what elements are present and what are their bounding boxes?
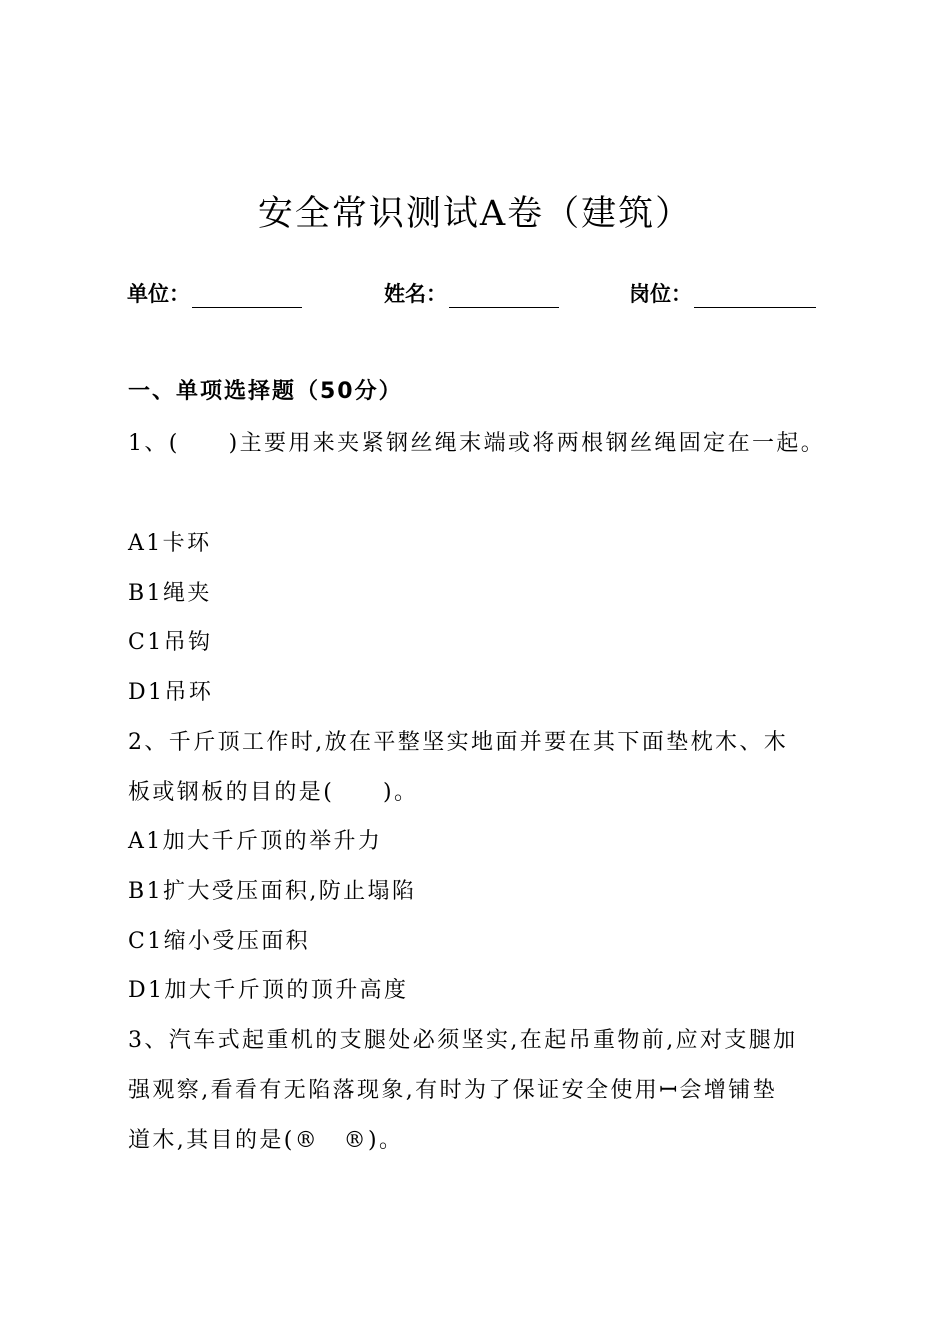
name-field (384, 278, 559, 308)
question-1-option-d: D1吊环 (128, 680, 214, 705)
name-label: 姓名： (384, 282, 447, 306)
question-3-stem-line-1: 3、汽车式起重机的支腿处必须坚实,在起吊重物前,应对支腿加 (128, 1028, 798, 1053)
question-1-stem: 1、( )主要用来夹紧钢丝绳末端或将两根钢丝绳固定在一起。 (128, 431, 826, 456)
exam-title: 安全常识测试A卷（建筑） (257, 194, 693, 234)
question-2-option-d: D1加大千斤顶的顶升高度 (128, 978, 409, 1003)
name-blank[interactable] (449, 283, 559, 308)
question-3-stem-line-3: 道木,其目的是(® ®)。 (128, 1128, 404, 1153)
question-3-stem-line-2: 强观察,看看有无陷落现象,有时为了保证安全使用ꟷ会增铺垫 (128, 1078, 778, 1103)
unit-blank[interactable] (192, 283, 302, 308)
unit-label: 单位： (127, 282, 190, 306)
section-heading: 一、单项选择题（50分） (128, 379, 403, 404)
question-1-option-b: B1绳夹 (128, 581, 212, 606)
examinee-info-row (127, 278, 827, 314)
position-label: 岗位： (629, 282, 692, 306)
question-2-option-c: C1缩小受压面积 (128, 929, 311, 954)
question-2-option-b: B1扩大受压面积,防止塌陷 (128, 879, 417, 904)
question-1-option-a: A1卡环 (128, 531, 212, 556)
position-field (629, 278, 816, 308)
question-2-stem-line-2: 板或钢板的目的是( )。 (128, 780, 419, 805)
position-blank[interactable] (694, 283, 816, 308)
question-2-option-a: A1加大千斤顶的举升力 (128, 829, 383, 854)
question-2-stem-line-1: 2、千斤顶工作时,放在平整坚实地面并要在其下面垫枕木、木 (128, 730, 789, 755)
unit-field (127, 278, 302, 308)
question-1-option-c: C1吊钩 (128, 630, 213, 655)
